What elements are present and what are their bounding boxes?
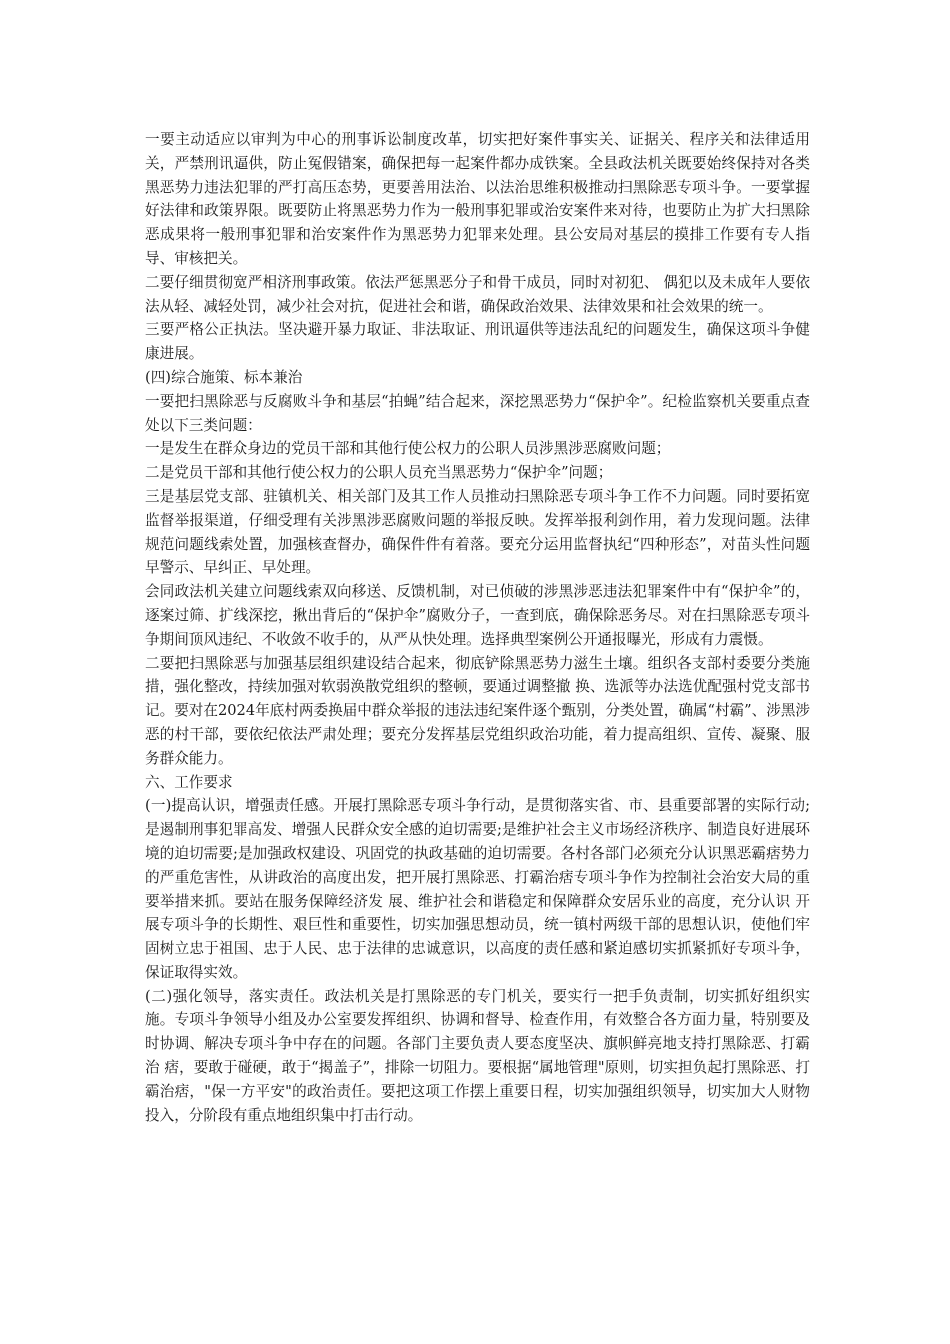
paragraph-10: 二要把扫黑除恶与加强基层组织建设结合起来，彻底铲除黑恶势力滋生土壤。组织各支部村委要分类施措，强化整改，持续加强对软弱涣散党组织的整顿，要通过调整撤 换、选派等办法选优配强村党支部书记。要对在2024年底村两委换届中群众举报的违法违纪案件逐个甄别，分类处置，确属“村霸”、涉黑涉恶的村干部，要依纪依法严肃处理；要充分发挥基层党组织政治功能，着力提高组织、宣传、凝聚、服务群众能力。 bbox=[145, 654, 811, 767]
paragraph-6: 一是发生在群众身边的党员干部和其他行使公权力的公职人员涉黑涉恶腐败问题； bbox=[145, 440, 671, 458]
paragraph-7: 二是党员干部和其他行使公权力的公职人员充当黑恶势力“保护伞”问题； bbox=[145, 464, 613, 482]
paragraph-2: 二要仔细贯彻宽严相济刑事政策。依法严惩黑恶分子和骨干成员，同时对初犯、 偶犯以及未成年人要依法从轻、减轻处罚，减少社会对抗，促进社会和谐，确保政治效果、法律效果和社会效果的统一。 bbox=[145, 273, 810, 315]
paragraph-3: 三要严格公正执法。坚决避开暴力取证、非法取证、刑讯逼供等违法乱纪的问题发生，确保这项斗争健康进展。 bbox=[145, 321, 810, 363]
paragraph-13: (二)强化领导，落实责任。政法机关是打黑除恶的专门机关，要实行一把手负责制，切实抓好组织实施。专项斗争领导小组及办公室要发挥组织、协调和督导、检查作用，有效整合各方面力量，特别要及时协调、解决专项斗争中存在的问题。各部门主要负责人要态度坚决、旗帜鲜亮地支持打黑除恶、打霸治 痞，要敢于碰硬，敢于“揭盖子”，排除一切阻力。要根据“属地管理"原则，切实担负起打黑除恶、打霸治痞，"保一方平安"的政治责任。要把这项工作摆上重要日程，切实加强组织领导，切实加大人财物投入，分阶段有重点地组织集中打击行动。 bbox=[145, 987, 810, 1124]
section-heading-6: 六、工作要求 bbox=[145, 773, 233, 791]
paragraph-5: 一要把扫黑除恶与反腐败斗争和基层“拍蝇”结合起来，深挖黑恶势力“保护伞”。纪检监察机关要重点查处以下三类问题： bbox=[145, 392, 810, 434]
paragraph-9: 会同政法机关建立问题线索双向移送、反馈机制，对已侦破的涉黑涉恶违法犯罪案件中有“保护伞”的，逐案过筛、扩线深挖，揪出背后的“保护伞”腐败分子，一查到底，确保除恶务尽。对在扫黑除恶专项斗争期间顶风违纪、不收敛不收手的，从严从快处理。选择典型案例公开通报曝光，形成有力震慑。 bbox=[145, 583, 810, 648]
paragraph-12: (一)提高认识，增强责任感。开展打黑除恶专项斗争行动，是贯彻落实省、市、县重要部署的实际行动;是遏制刑事犯罪高发、增强人民群众安全感的迫切需要;是维护社会主义市场经济秩序、制造良好进展环境的迫切需要;是加强政权建设、巩固党的执政基础的迫切需要。各村各部门必须充分认识黑恶霸痞势力的严重危害性，从讲政治的高度出发，把开展打黑除恶、打霸治痞专项斗争作为控制社会治安大局的重要举措来抓。要站在服务保障经济发 展、维护社会和谐稳定和保障群众安居乐业的高度，充分认识 开展专项斗争的长期性、艰巨性和重要性，切实加强思想动员，统一镇村两级干部的思想认识，使他们牢固树立忠于祖国、忠于人民、忠于法律的忠诚意识，以高度的责任感和紧迫感切实抓紧抓好专项斗争，保证取得实效。 bbox=[145, 797, 810, 981]
paragraph-8: 三是基层党支部、驻镇机关、相关部门及其工作人员推动扫黑除恶专项斗争工作不力问题。同时要拓宽监督举报渠道，仔细受理有关涉黑涉恶腐败问题的举报反映。发挥举报利剑作用，着力发现问题。法律规范问题线索处置，加强核查督办，确保件件有着落。要充分运用监督执纪“四种形态”，对苗头性问题早警示、早纠正、早处理。 bbox=[145, 487, 810, 577]
section-heading-4: (四)综合施策、标本兼治 bbox=[145, 368, 303, 386]
paragraph-1: 一要主动适应以审判为中心的刑事诉讼制度改革，切实把好案件事实关、证据关、程序关和法律适用关，严禁刑讯逼供，防止冤假错案，确保把每一起案件都办成铁案。全县政法机关既要始终保持对各类黑恶势力违法犯罪的严打高压态势，更要善用法治、以法治思维积极推动扫黑除恶专项斗争。一要掌握好法律和政策界限。既要防止将黑恶势力作为一般刑事犯罪或治安案件来对待，也要防止为扩大扫黑除恶成果将一般刑事犯罪和治安案件作为黑恶势力犯罪来处理。县公安局对基层的摸排工作要有专人指导、审核把关。 bbox=[145, 131, 810, 267]
document-body bbox=[145, 128, 810, 1127]
